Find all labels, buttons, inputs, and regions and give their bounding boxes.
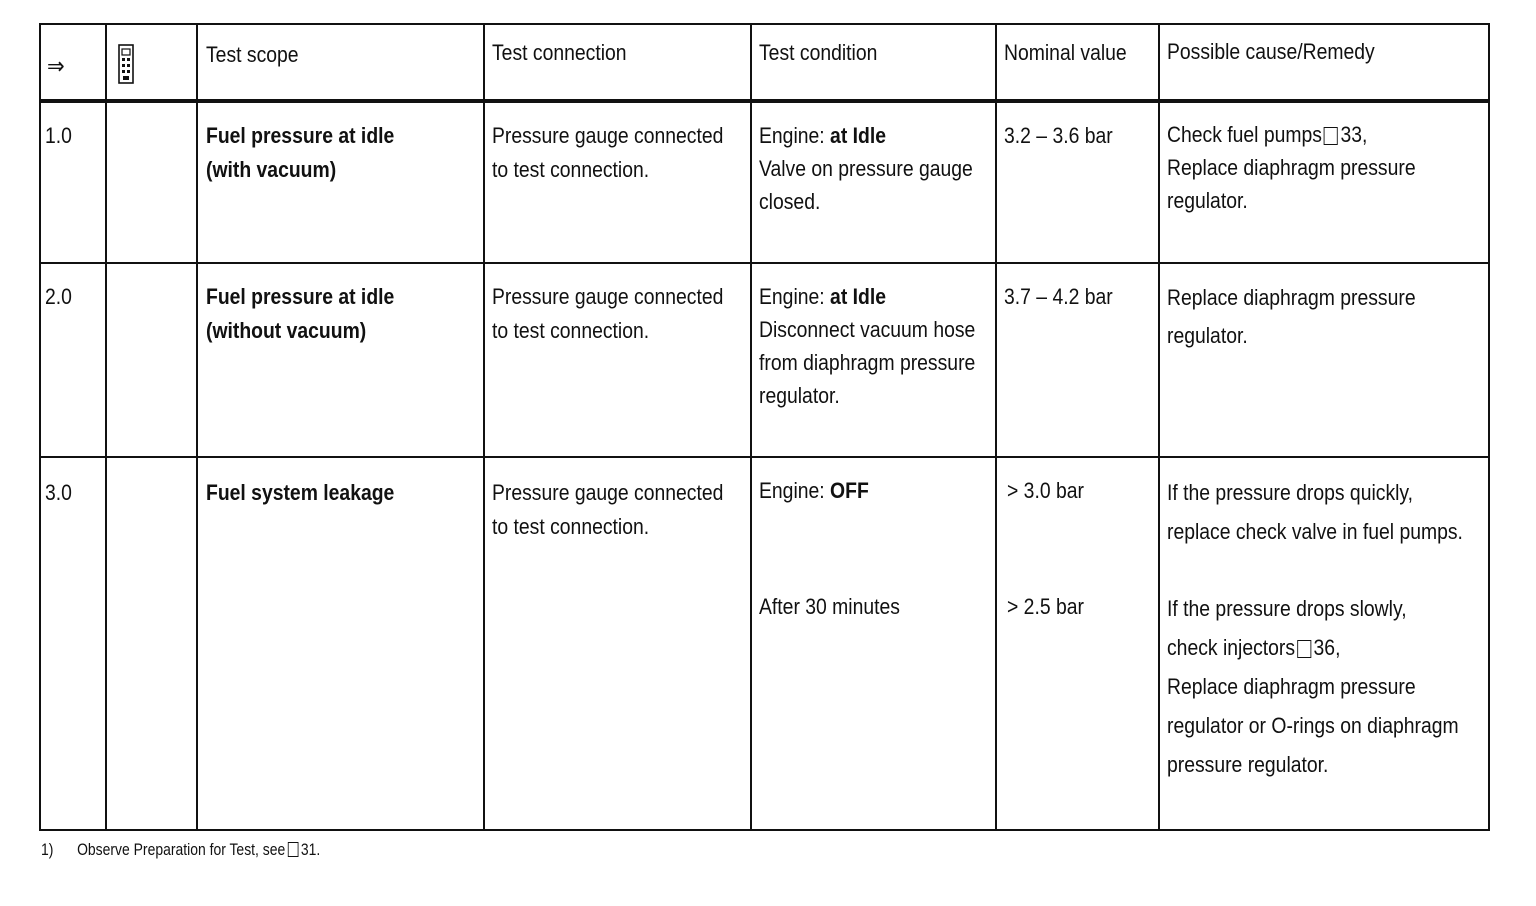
- column-divider: [196, 25, 198, 829]
- test-connection-cell: Pressure gauge connected to test connection.: [492, 284, 724, 343]
- header-remedy: Possible cause/Remedy: [1167, 39, 1375, 64]
- row-number: 1.0: [45, 123, 72, 148]
- header-test-scope: Test scope: [206, 42, 299, 67]
- test-table: [39, 23, 1490, 831]
- remedy-cell: Replace diaphragm pressure regulator.: [1167, 285, 1416, 348]
- test-scope-cell: Fuel pressure at idle (without vacuum): [206, 284, 395, 343]
- footnote: 1) Observe Preparation for Test, see 31.: [41, 840, 321, 859]
- remedy-cell: Check fuel pumps 33, Replace diaphragm pressure regulator.: [1167, 122, 1416, 213]
- header-divider: [41, 99, 1488, 103]
- header-test-condition: Test condition: [759, 40, 878, 65]
- column-divider: [995, 25, 997, 829]
- page-reference-box-icon: [1324, 127, 1338, 145]
- nominal-value-cell: > 3.0 bar: [1007, 478, 1084, 503]
- test-connection-cell: Pressure gauge connected to test connection.: [492, 480, 724, 539]
- column-divider: [750, 25, 752, 829]
- header-test-connection: Test connection: [492, 40, 627, 65]
- nominal-value-cell: > 2.5 bar: [1007, 594, 1084, 619]
- nominal-value-cell: 3.7 – 4.2 bar: [1004, 284, 1113, 309]
- test-connection-cell: Pressure gauge connected to test connection.: [492, 123, 724, 182]
- test-condition-after: After 30 minutes: [759, 594, 900, 619]
- test-condition-cell: Engine: at Idle Valve on pressure gauge closed.: [759, 123, 973, 214]
- test-condition-cell: Engine: OFF: [759, 478, 869, 503]
- row-number: 3.0: [45, 480, 72, 505]
- column-divider: [1158, 25, 1160, 829]
- column-divider: [483, 25, 485, 829]
- arrow-icon: ⇒: [47, 53, 65, 80]
- remedy-cell: If the pressure drops quickly, replace check valve in fuel pumps.: [1167, 480, 1463, 544]
- test-condition-cell: Engine: at Idle Disconnect vacuum hose from diaphragm pressure regulator.: [759, 284, 976, 408]
- test-scope-cell: Fuel pressure at idle (with vacuum): [206, 123, 395, 182]
- tester-device-icon: [117, 42, 135, 86]
- page-reference-box-icon: [288, 842, 299, 857]
- header-nominal-value: Nominal value: [1004, 40, 1127, 65]
- row-divider: [41, 262, 1488, 264]
- row-number: 2.0: [45, 284, 72, 309]
- nominal-value-cell: 3.2 – 3.6 bar: [1004, 123, 1113, 148]
- test-scope-cell: Fuel system leakage: [206, 480, 395, 505]
- row-divider: [41, 456, 1488, 458]
- column-divider: [105, 25, 107, 829]
- remedy-cell: If the pressure drops slowly, check injectors 36, Replace diaphragm pressure regulator or O-rings on diaphragm pressure regulator.: [1167, 596, 1459, 777]
- page-reference-box-icon: [1297, 640, 1311, 658]
